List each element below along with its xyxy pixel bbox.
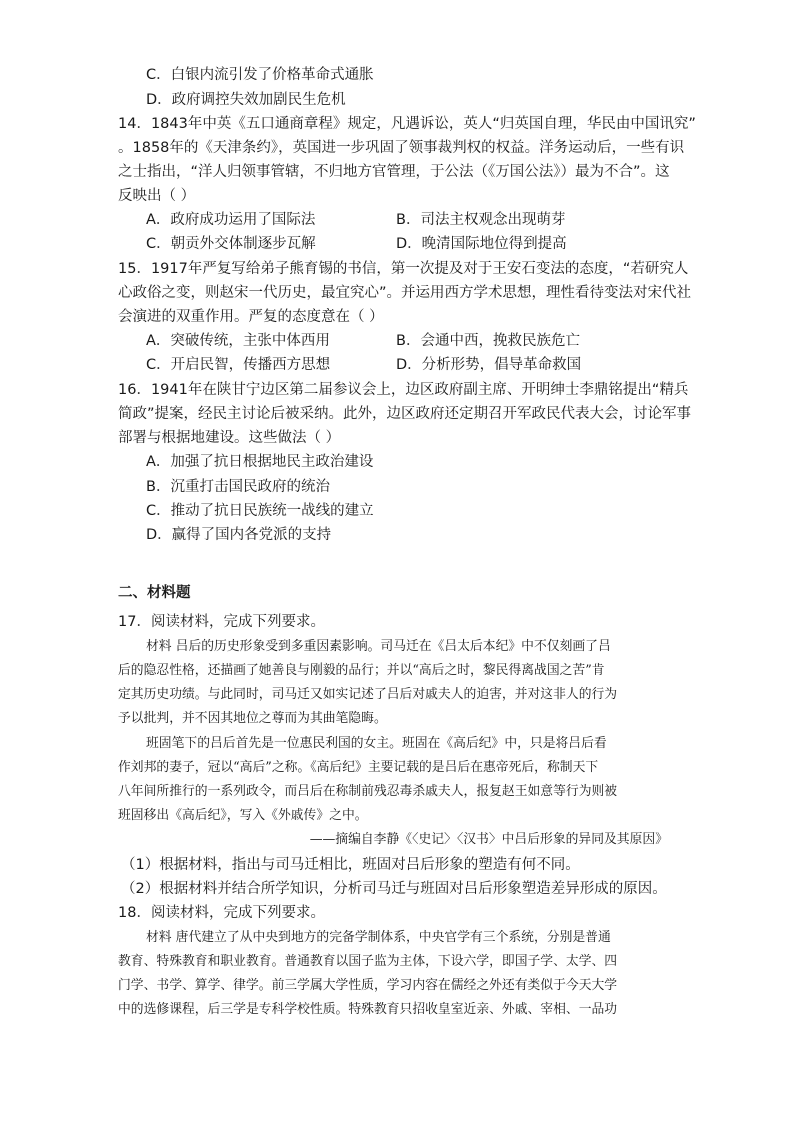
q15-stem-line-3: 会演进的双重作用。严复的态度意在（ ） bbox=[118, 309, 384, 325]
q18-stem: 18．阅读材料，完成下列要求。 bbox=[118, 905, 325, 921]
q13-option-c: C．白银内流引发了价格革命式通胀 bbox=[146, 67, 374, 83]
q14-stem-line-2: 。1858年的《天津条约》，英国进一步巩固了领事裁判权的权益。洋务运动后，一些有识 bbox=[118, 140, 685, 156]
q17-question-2: （2）根据材料并结合所学知识，分析司马迁与班固对吕后形象塑造差异形成的原因。 bbox=[121, 881, 667, 897]
q13-option-d: D．政府调控失效加剧民生危机 bbox=[146, 92, 346, 108]
q17-material-line-7: 八年间所推行的一系列政令，而吕后在称制前残忍毒杀戚夫人，报复赵王如意等行为则被 bbox=[118, 784, 618, 799]
q16-stem-line-3: 部署与根据地建设。这些做法（ ） bbox=[118, 430, 341, 446]
q15-option-c: C．开启民智，传播西方思想 bbox=[146, 357, 331, 373]
q14-stem-line-4: 反映出（ ） bbox=[118, 188, 196, 204]
q18-material-line-4: 中的选修课程，后三学是专科学校性质。特殊教育只招收皇室近亲、外戚、宰相、一品功 bbox=[118, 1002, 618, 1017]
section-title-materials: 二、材料题 bbox=[118, 585, 191, 601]
q14-option-d: D．晚清国际地位得到提高 bbox=[396, 236, 567, 252]
q17-question-1: （1）根据材料，指出与司马迁相比，班固对吕后形象的塑造有何不同。 bbox=[121, 857, 580, 873]
q18-material-line-1: 材料 唐代建立了从中央到地方的完备学制体系，中央官学有三个系统，分别是普通 bbox=[146, 930, 611, 945]
q16-stem-line-2: 简政”提案，经民主讨论后被采纳。此外，边区政府还定期召开军政民代表大会，讨论军事 bbox=[118, 406, 692, 422]
q14-option-c: C．朝贡外交体制逐步瓦解 bbox=[146, 236, 316, 252]
q15-stem-line-2: 心政俗之变，则赵宋一代历史，最宜究心”。并运用西方学术思想，理性看待变法对宋代社 bbox=[118, 285, 692, 301]
q16-option-c: C．推动了抗日民族统一战线的建立 bbox=[146, 503, 374, 519]
q16-option-b: B．沉重打击国民政府的统治 bbox=[146, 479, 330, 495]
q18-material-line-3: 门学、书学、算学、律学。前三学属大学性质，学习内容在儒经之外还有类似于今天大学 bbox=[118, 978, 618, 993]
q17-material-line-4: 予以批判，并不因其地位之尊而为其曲笔隐晦。 bbox=[118, 711, 387, 726]
q17-material-line-1: 材料 吕后的历史形象受到多重因素影响。司马迁在《吕太后本纪》中不仅刻画了吕 bbox=[146, 639, 611, 654]
q14-option-a: A．政府成功运用了国际法 bbox=[146, 212, 316, 228]
q15-option-d: D．分析形势，倡导革命救国 bbox=[396, 357, 582, 373]
q14-stem-line-1: 14．1843年中英《五口通商章程》规定，凡遇诉讼，英人“归英国自理，华民由中国讯究” bbox=[118, 116, 696, 132]
q17-material-line-8: 班固移出《高后纪》，写入《外戚传》之中。 bbox=[118, 808, 368, 823]
q15-stem-line-1: 15．1917年严复写给弟子熊育锡的书信，第一次提及对于王安石变法的态度，“若研究人 bbox=[118, 261, 689, 277]
q17-source-citation: ——摘编自李静《〈史记〉〈汉书〉中吕后形象的异同及其原因》 bbox=[309, 832, 668, 847]
q14-option-b: B．司法主权观念出现萌芽 bbox=[396, 212, 566, 228]
q16-option-a: A．加强了抗日根据地民主政治建设 bbox=[146, 454, 374, 470]
q17-material-line-6: 作刘邦的妻子，冠以“高后”之称。《高后纪》主要记载的是吕后在惠帝死后，称制天下 bbox=[118, 760, 599, 775]
q18-material-line-2: 教育、特殊教育和职业教育。普通教育以国子监为主体，下设六学，即国子学、太学、四 bbox=[118, 954, 618, 969]
q17-material-line-3: 定其历史功绩。与此同时，司马迁又如实记述了吕后对戚夫人的迫害，并对这非人的行为 bbox=[118, 687, 618, 702]
q17-stem: 17．阅读材料，完成下列要求。 bbox=[118, 614, 325, 630]
q14-stem-line-3: 之士指出，“洋人归领事管辖，不归地方官管理，于公法（《万国公法》）最为不合”。这 bbox=[118, 164, 670, 180]
q15-option-b: B．会通中西，挽救民族危亡 bbox=[396, 333, 580, 349]
q15-option-a: A．突破传统，主张中体西用 bbox=[146, 333, 330, 349]
q16-option-d: D．赢得了国内各党派的支持 bbox=[146, 527, 332, 543]
q17-material-line-2: 后的隐忍性格，还描画了她善良与刚毅的品行；并以“高后之时，黎民得离战国之苦”肯 bbox=[118, 663, 605, 678]
q17-material-line-5: 班固笔下的吕后首先是一位惠民利国的女主。班固在《高后纪》中，只是将吕后看 bbox=[146, 736, 607, 751]
q16-stem-line-1: 16．1941年在陕甘宁边区第二届参议会上，边区政府副主席、开明绅士李鼎铭提出“精兵 bbox=[118, 382, 689, 398]
